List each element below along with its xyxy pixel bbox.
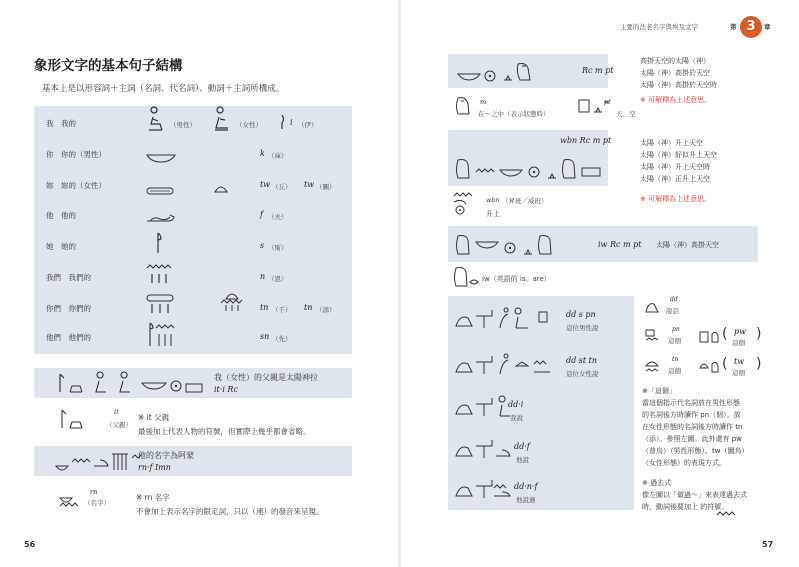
side-label: 這個	[668, 337, 681, 345]
bread-icon	[214, 178, 228, 197]
explain-line: 當這個指示代名詞放在男性形態	[642, 399, 740, 407]
reading-alt: （圖）	[316, 183, 336, 191]
page-subtitle: 基本上是以形容詞＋主詞（名詞、代名詞）、動詞＋主詞所構成。	[42, 84, 285, 94]
row-translit: dd·n·f	[514, 482, 538, 491]
meaning-line: 太陽（神）好似升上天空	[640, 151, 717, 159]
hieroglyph-sequence	[454, 230, 604, 262]
row-translit: dd·i	[508, 400, 524, 409]
hieroglyph-sequence	[456, 60, 536, 88]
note-line: 不會加上表示名字的限定詞，只以（連）的發音來呈現。	[136, 507, 324, 516]
side-translit: pn	[672, 326, 680, 333]
side-big-label: 這個	[732, 369, 745, 377]
note-line: ※ rn 名字	[136, 493, 170, 502]
translit-alt: tn	[304, 303, 313, 312]
hieroglyph-sequence	[454, 352, 554, 382]
example-block	[448, 54, 614, 88]
pronoun-label: 我們 我們的	[46, 273, 91, 282]
pronoun-label: 我 我的	[46, 119, 76, 128]
rise-glyph-icon	[452, 190, 482, 220]
paren-open: (	[722, 356, 728, 372]
block-meaning: 太陽（神）高掛天空	[656, 241, 719, 249]
page-number: 56	[24, 540, 36, 549]
hieroglyph-sequence	[454, 436, 514, 466]
seated-man-icon	[146, 110, 168, 136]
speak-glyph-icon	[644, 298, 660, 320]
paren-open: (	[722, 326, 728, 342]
page-title: 象形文字的基本句子結構	[34, 58, 183, 74]
left-page	[0, 0, 399, 567]
hieroglyph-sequence	[54, 372, 204, 398]
side-big-label: 這個	[732, 339, 745, 347]
sub-label: iw（英語的 is、are）	[482, 275, 551, 283]
sub-label: wbn	[486, 196, 500, 204]
horned-viper-icon	[146, 208, 176, 227]
block-translit: wbn Rc m pt	[560, 136, 612, 145]
meaning-line: 高掛天空的太陽（神）	[640, 57, 710, 65]
past-title: ※ 過去式	[642, 479, 672, 487]
side-big-translit: tw	[734, 357, 745, 366]
pw-glyph-icon	[698, 328, 720, 350]
bread-water-icon	[220, 292, 244, 316]
translit: tw	[260, 180, 271, 189]
note-male: （男性）	[170, 121, 196, 129]
explain-line: （女性形態）的表現方式。	[642, 459, 726, 467]
note-line: 最後加上代表人物的符號，但實際上幾乎都會省略。	[138, 427, 311, 436]
sentence-meaning: 他的名字為阿蒙	[138, 451, 194, 460]
example-block	[448, 226, 758, 262]
meaning-line: 太陽（神）正升上天空	[640, 175, 710, 183]
pronoun-label: 他 他的	[46, 211, 76, 220]
tn-glyph-icon	[644, 358, 664, 378]
hieroglyph-sequence	[454, 476, 514, 506]
sentence-translit: rn·f Imn	[138, 463, 171, 472]
translit: tn	[260, 303, 269, 312]
seated-woman-icon	[212, 110, 234, 136]
side-label: 說話	[666, 307, 679, 315]
sub-translit: pt	[604, 98, 611, 106]
pronoun-label: 你們 你們的	[46, 304, 91, 313]
pn-glyph-icon	[644, 328, 664, 348]
reading: （恩）	[268, 275, 288, 283]
basket-icon	[146, 148, 176, 167]
father-glyph-icon	[58, 408, 88, 434]
chapter-suffix: 章	[764, 23, 771, 31]
tw-glyph-icon	[698, 358, 720, 380]
row-label: 他說	[516, 456, 529, 464]
pronoun-label: 妳 妳的（女性）	[46, 181, 106, 190]
owl-icon	[454, 96, 472, 120]
pronoun-label: 他們 他們的	[46, 333, 91, 342]
explain-line: 的名詞後方時讀作 pn（個）。放	[642, 411, 741, 419]
note-female: （女性）	[236, 121, 262, 129]
block-translit: Rc m pt	[582, 66, 614, 75]
reading: （千）	[272, 306, 292, 314]
note-small-label: （名字）	[84, 499, 110, 507]
example-block	[448, 130, 612, 186]
explain-title: ※「這個」	[642, 387, 676, 395]
sub-label: （昇班／威班）	[502, 197, 548, 205]
iw-glyph-icon	[452, 266, 480, 292]
speech-block	[448, 296, 634, 510]
pronoun-label: 她 她的	[46, 242, 76, 251]
row-label: 這位女性說	[566, 370, 599, 378]
right-page	[400, 0, 799, 567]
row-label: 這位男性說	[566, 324, 599, 332]
box-glyph-icon	[538, 308, 548, 327]
pronoun-table	[34, 106, 352, 354]
sentence-meaning: 我（女性）的父親是太陽神拉	[214, 373, 318, 382]
explain-line: （添）。參照左圖。此外還有 pw	[642, 435, 742, 443]
reading: （夫）	[268, 213, 288, 221]
sub-label: 天、空	[616, 110, 636, 118]
hieroglyph-sequence	[454, 154, 604, 186]
meaning-line: 太陽（神）升上天空時	[640, 163, 710, 171]
sentence-example	[34, 368, 352, 398]
hieroglyph-sequence	[454, 306, 534, 336]
running-header: 主要的法老名字與埃及文字	[620, 23, 698, 31]
chapter-prefix: 第	[730, 23, 737, 31]
translit-alt: tw	[304, 180, 315, 189]
side-label: 這個	[668, 367, 681, 375]
folded-cloth-icon	[156, 232, 162, 258]
cloth-water-plural-icon	[146, 322, 176, 352]
row-label: 我說	[510, 414, 523, 422]
note-small-translit: rn	[90, 488, 98, 496]
reading: （伊）	[298, 121, 318, 129]
side-translit: dd	[670, 296, 678, 303]
translit: f	[260, 210, 263, 219]
sentence-translit: it·i Rc	[214, 385, 238, 394]
tether-plural-icon	[146, 294, 176, 318]
explain-line: （普烏）（男性形態）、tw（圖烏）	[642, 447, 749, 455]
water-glyph-icon	[716, 502, 736, 521]
meaning-line: 太陽（神）高掛於天空	[640, 69, 710, 77]
meaning-line: 太陽（神）升上天空	[640, 139, 703, 147]
reading: （庫）	[268, 152, 288, 160]
note-small-translit: it	[114, 408, 119, 416]
translit: n	[260, 272, 266, 281]
meaning-line: 太陽（神）高掛於天空時	[640, 81, 717, 89]
sub-label: 在～之中（表示狀態時）	[478, 110, 550, 118]
past-line: 像左圖以「做過～」來表達過去式	[642, 491, 747, 499]
row-translit: dd·f	[514, 442, 530, 451]
tether-icon	[146, 180, 174, 199]
page-number: 57	[762, 540, 774, 549]
interpretation-note: ※ 可解釋為上述意思。	[640, 195, 712, 203]
row-label: 他說過	[516, 496, 536, 504]
water-plural-icon	[146, 264, 174, 288]
note-line: ※ it 父親	[138, 413, 170, 422]
note-small-label: （父親）	[106, 421, 132, 429]
block-translit: iw Rc m pt	[598, 240, 642, 249]
translit: i	[290, 118, 293, 127]
sub-label: 升上	[486, 210, 500, 218]
paren-close: )	[756, 326, 762, 342]
reed-icon	[278, 114, 286, 134]
hieroglyph-sequence	[54, 450, 144, 476]
reading: （丘）	[272, 183, 292, 191]
hieroglyph-sequence	[454, 394, 514, 424]
chapter-badge: 3	[740, 16, 762, 38]
translit: k	[260, 149, 265, 158]
reading-alt: （添）	[316, 306, 336, 314]
sentence-example	[34, 446, 352, 476]
pronoun-label: 你 你的（男性）	[46, 150, 106, 159]
explain-line: 在女性形態的名詞後方時讀作 tn	[642, 423, 743, 431]
reading: （斯）	[268, 244, 288, 252]
translit: s	[260, 241, 265, 250]
row-translit: dd st tn	[566, 356, 598, 365]
translit: sn	[260, 332, 270, 341]
interpretation-note: ※ 可解釋為上述意思。	[640, 96, 712, 104]
row-translit: dd s pn	[566, 310, 596, 319]
side-translit: tn	[672, 356, 679, 363]
side-big-translit: pw	[734, 327, 746, 336]
past-line: 時，動詞後要加上 的符號。	[642, 503, 729, 511]
paren-close: )	[756, 356, 762, 372]
sub-translit: m	[480, 98, 487, 106]
reading: （先）	[272, 335, 292, 343]
